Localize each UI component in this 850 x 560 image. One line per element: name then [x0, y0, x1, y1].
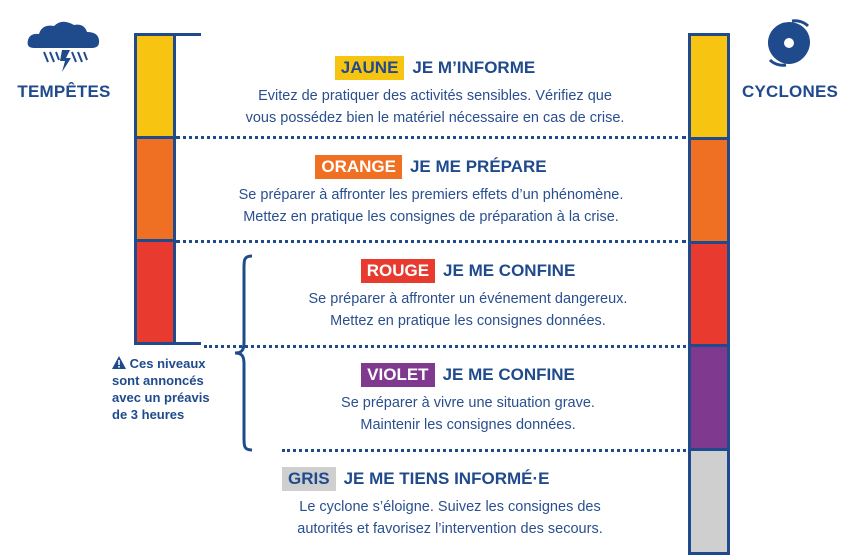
level-gris: GRIS JE ME TIENS INFORMÉ·E Le cyclone s’éloigne. Suivez les consignes des autorités et favorisez l’intervention des secours. — [250, 466, 650, 540]
cyclone-icon — [764, 18, 814, 68]
scale-segment-orange — [691, 140, 727, 241]
level-tag: ROUGE — [361, 259, 435, 283]
separator-4 — [282, 449, 686, 452]
storm-cloud-icon — [24, 20, 104, 72]
separator-2 — [176, 240, 686, 243]
cyclones-label: CYCLONES — [741, 82, 839, 101]
level-tag: GRIS — [282, 467, 336, 491]
tempetes-scale — [134, 33, 176, 345]
level-title: JE ME PRÉPARE — [409, 157, 547, 176]
level-title: JE ME CONFINE — [443, 261, 576, 280]
level-rouge: ROUGE JE ME CONFINE Se préparer à affronter un événement dangereux. Mettez en pratique les consignes données. — [308, 261, 628, 329]
scale-segment-rouge — [137, 242, 173, 342]
level-orange: ORANGE JE ME PRÉPARE Se préparer à affronter les premiers effets d’un phénomène. Mettez en pratique les consignes de préparation à la crise. — [238, 157, 624, 225]
tempetes-label: TEMPÊTES — [17, 82, 111, 101]
cyclones-scale — [688, 33, 730, 555]
separator-3 — [204, 345, 686, 348]
scale-segment-rouge — [691, 244, 727, 345]
warning-icon — [112, 356, 126, 369]
scale-segment-jaune — [691, 36, 727, 137]
scale-segment-orange — [137, 139, 173, 239]
tempetes-logo — [14, 14, 114, 104]
scale-segment-jaune — [137, 36, 173, 136]
scale-segment-violet — [691, 347, 727, 448]
level-title: JE ME TIENS INFORMÉ·E — [343, 469, 550, 488]
separator-1 — [176, 136, 686, 139]
level-title: JE ME CONFINE — [442, 365, 575, 384]
cyclones-logo — [738, 14, 842, 104]
left-bracket-top — [173, 33, 201, 36]
left-bracket-bottom — [173, 342, 201, 345]
level-jaune: JAUNE JE M’INFORME Evitez de pratiquer des activités sensibles. Vérifiez que vous possédez bien le matériel nécessaire en cas de crise. — [245, 58, 625, 126]
level-tag: VIOLET — [361, 363, 434, 387]
level-tag: JAUNE — [335, 56, 405, 80]
preavis-note: Ces niveaux sont annoncés avec un préavis de 3 heures — [112, 356, 210, 422]
level-violet: VIOLET JE ME CONFINE Se préparer à vivre une situation grave. Maintenir les consignes données. — [341, 365, 595, 433]
scale-segment-gris — [691, 451, 727, 552]
level-tag: ORANGE — [315, 155, 402, 179]
level-title: JE M’INFORME — [412, 58, 536, 77]
